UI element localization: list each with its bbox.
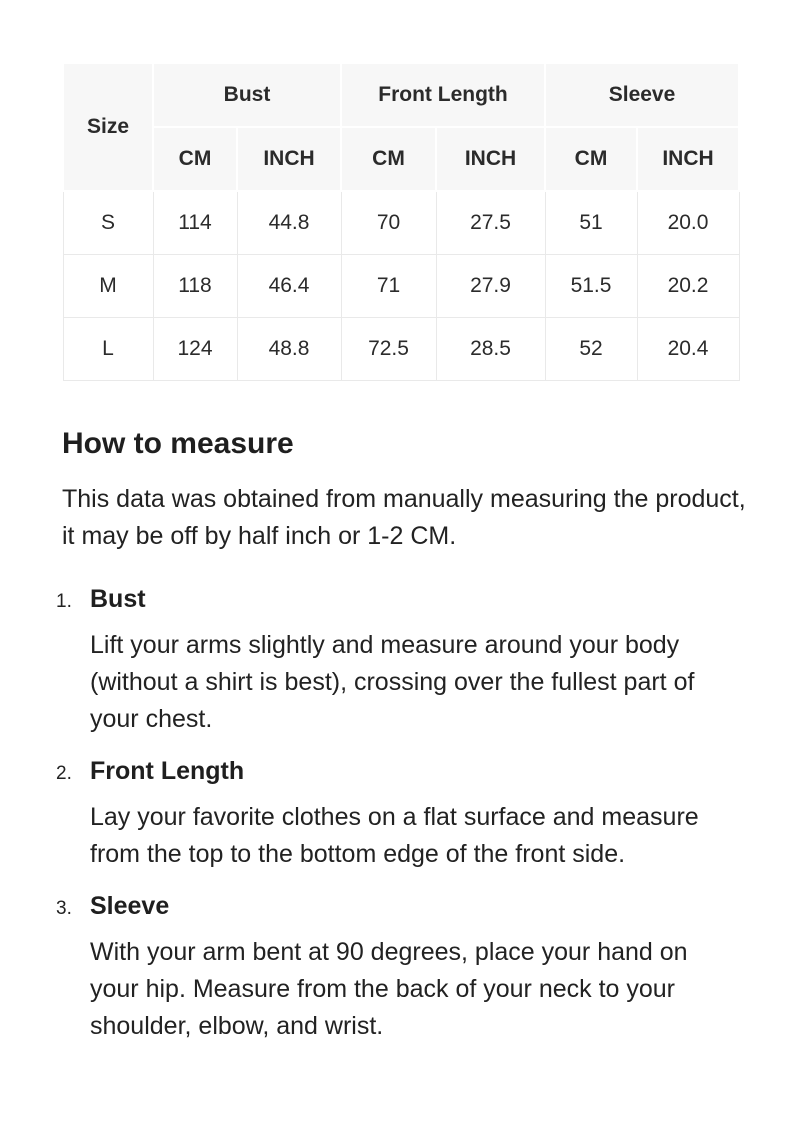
sleeve-inch-header: INCH [637, 127, 739, 191]
step-sleeve [56, 888, 746, 1045]
step-header [56, 888, 746, 927]
step-header [56, 581, 746, 620]
bust-group-header: Bust [153, 63, 341, 127]
step-header [56, 753, 746, 792]
measurement-cell: 20.2 [637, 255, 739, 318]
measurement-cell: 44.8 [237, 191, 341, 255]
size-cell: M [63, 255, 153, 318]
measure-steps-list [56, 581, 746, 1045]
measurement-cell: 20.4 [637, 318, 739, 381]
measurement-cell: 46.4 [237, 255, 341, 318]
front-length-group-header: Front Length [341, 63, 545, 127]
measurement-cell: 51 [545, 191, 637, 255]
measure-disclaimer-text: This data was obtained from manually measuring the product, it may be off by half inch or 1-2 CM. [62, 485, 746, 550]
sleeve-cm-header: CM [545, 127, 637, 191]
measurement-cell: 27.5 [436, 191, 545, 255]
step-term: Front Length [90, 757, 245, 785]
measurement-cell: 48.8 [237, 318, 341, 381]
size-cell: S [63, 191, 153, 255]
measurement-cell: 20.0 [637, 191, 739, 255]
step-description: With your arm bent at 90 degrees, place your hand on your hip. Measure from the back of your neck to your shoulder, elbow, and wrist. [90, 938, 688, 1040]
unit-header-row [63, 127, 739, 191]
step-term: Sleeve [90, 892, 170, 920]
table-row-size-s [63, 191, 739, 255]
step-description: Lay your favorite clothes on a flat surface and measure from the top to the bottom edge of the front side. [90, 803, 699, 868]
size-chart-table [62, 62, 740, 381]
front-length-inch-header: INCH [436, 127, 545, 191]
table-row-size-m [63, 255, 739, 318]
front-length-cm-header: CM [341, 127, 436, 191]
measurement-cell: 71 [341, 255, 436, 318]
table-row-size-l [63, 318, 739, 381]
measurement-cell: 118 [153, 255, 237, 318]
step-bust [56, 581, 746, 738]
measurement-cell: 70 [341, 191, 436, 255]
size-cell: L [63, 318, 153, 381]
measurement-cell: 72.5 [341, 318, 436, 381]
step-number: 1. [56, 591, 72, 612]
measurement-cell: 27.9 [436, 255, 545, 318]
measurement-cell: 51.5 [545, 255, 637, 318]
bust-inch-header: INCH [237, 127, 341, 191]
step-number: 3. [56, 898, 72, 919]
step-number: 2. [56, 763, 72, 784]
step-term: Bust [90, 585, 146, 613]
measurement-cell: 114 [153, 191, 237, 255]
measurement-cell: 124 [153, 318, 237, 381]
measurement-cell: 52 [545, 318, 637, 381]
sleeve-group-header: Sleeve [545, 63, 739, 127]
measurement-cell: 28.5 [436, 318, 545, 381]
size-column-header: Size [63, 63, 153, 191]
how-to-measure-heading: How to measure [62, 427, 294, 460]
step-front-length [56, 753, 746, 873]
bust-cm-header: CM [153, 127, 237, 191]
group-header-row [63, 63, 739, 127]
step-description: Lift your arms slightly and measure around your body (without a shirt is best), crossing over the fullest part of your chest. [90, 631, 695, 733]
